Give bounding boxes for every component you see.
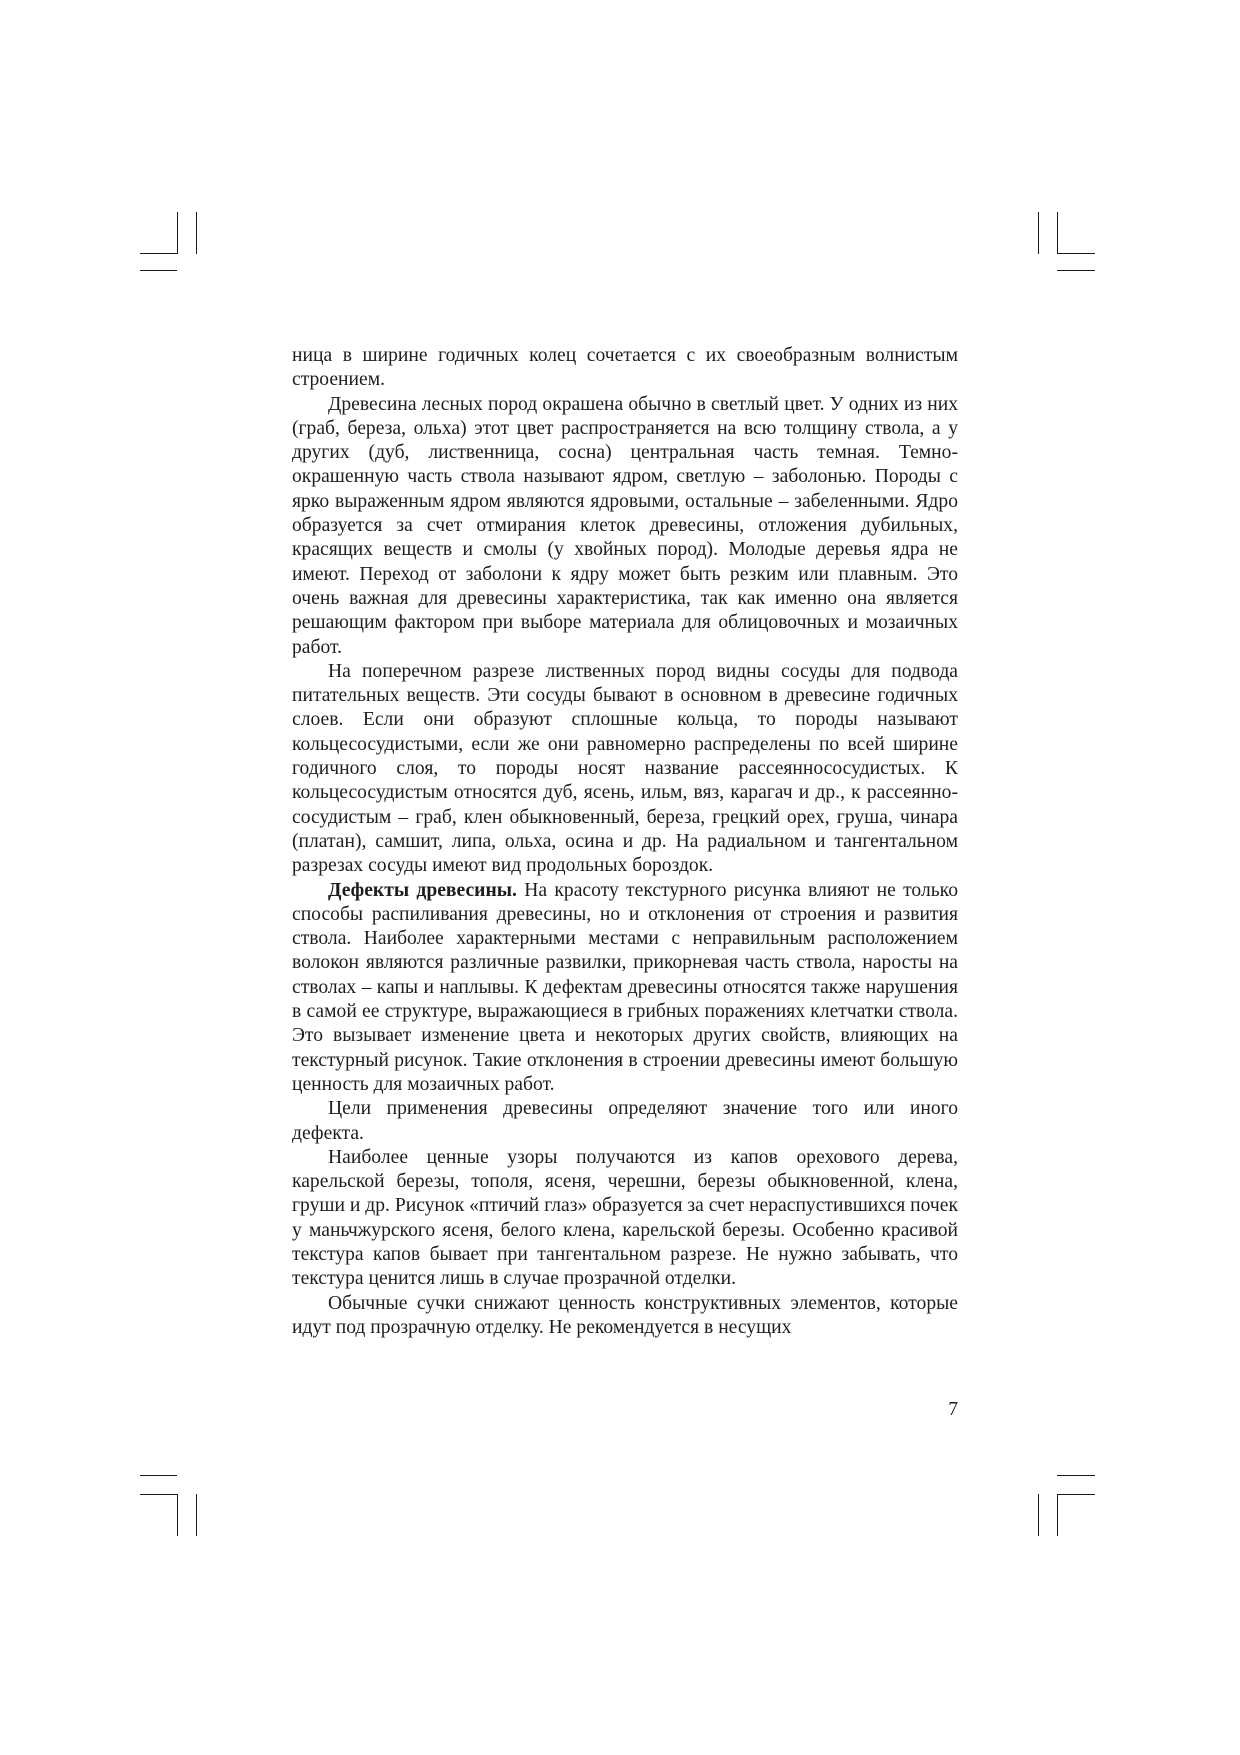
crop-mark-bottom-left-vertical-outer (177, 1494, 178, 1536)
crop-mark-bottom-right-vertical-inner (1038, 1494, 1039, 1536)
crop-mark-bottom-right-vertical-outer (1057, 1494, 1058, 1536)
section-heading-defects: Дефекты древесины. (328, 879, 517, 901)
paragraph-patterns: Наиболее ценные узоры получаются из капов орехового дерева, карельской березы, тополя, ясеня, черешни, березы обыкновенной, клена, груши и др. Рисунок «птичий глаз» образуется за счет нераспустившихся почек у маньчжурского ясеня, белого клена, карельской березы. Особенно красивой текстура капов бывает при тангентальном разрезе. Не нужно забывать, что текстура ценится лишь в случае прозрачной отделки. (292, 1146, 958, 1290)
crop-mark-top-right-horizontal-inner (1057, 253, 1095, 254)
paragraph-heartwood: Древесина лесных пород окрашена обычно в светлый цвет. У одних из них (граб, береза, ольха) этот цвет распространяется на всю толщину ствола, а у других (дуб, лиственница, сосна) центральная часть темная. Темно-окрашенную часть ствола называют ядром, светлую – заболонью. Породы с ярко выраженным ядром являются ядровыми, остальные – забеленными. Ядро образуется за счет отмирания клеток древесины, отложения дубильных, красящих веществ и смолы (у хвойных пород). Молодые деревья ядра не имеют. Переход от заболони к ядру может быть резким или плавным. Это очень важная для древесины характеристика, так как именно она является решающим фактором при выборе материала для облицовочных и мозаичных работ. (292, 393, 958, 658)
crop-mark-top-left-horizontal-inner (140, 253, 177, 254)
page-number: 7 (948, 1399, 958, 1420)
crop-mark-top-right-horizontal (1057, 270, 1095, 271)
crop-mark-bottom-right-horizontal-inner (1057, 1494, 1095, 1495)
crop-mark-bottom-left-horizontal (140, 1475, 177, 1476)
paragraph-purpose: Цели применения древесины определяют значение того или иного дефекта. (292, 1098, 958, 1144)
crop-mark-top-right-vertical-outer (1057, 212, 1058, 254)
paragraph-vessels: На поперечном разрезе лиственных пород видны сосуды для подвода питательных веществ. Эти сосуды бывают в основном в древесине годичных слоев. Если они образуют сплошные кольца, то породы называют кольцесосудистыми, если же они равномерно распределены по всей ширине годичного слоя, то породы носят название рассеяннососудистых. К кольцесосудистым относятся дуб, ясень, ильм, вяз, карагач и др., к рассеяннососудистым – граб, клен обыкновенный, береза, грецкий орех, груша, чинара (платан), самшит, липа, ольха, осина и др. На радиальном и тангентальном разрезах сосуды имеют вид продольных бороздок. (292, 660, 958, 877)
paragraph-defects (292, 879, 958, 1098)
paragraph-continuation: ница в ширине годичных колец сочетается с их своеобразным волнистым строением. (292, 345, 958, 391)
crop-mark-bottom-left-horizontal-inner (140, 1494, 177, 1495)
crop-mark-top-left-vertical-outer (177, 212, 178, 254)
crop-mark-bottom-right-horizontal (1057, 1475, 1095, 1476)
crop-mark-bottom-left-vertical-inner (196, 1494, 197, 1536)
crop-mark-top-left-horizontal (140, 270, 177, 271)
crop-mark-top-left-vertical-inner (196, 212, 197, 254)
paragraph-knots: Обычные сучки снижают ценность конструктивных элементов, которые идут под прозрачную отделку. Не рекомендуется в несущих (292, 1292, 958, 1338)
crop-mark-top-right-vertical-inner (1038, 212, 1039, 254)
body-text (292, 344, 958, 1340)
paragraph-defects-text: На красоту текстурного рисунка влияют не только способы распиливания древесины, но и отклонения от строения и развития ствола. Наиболее характерными местами с неправильным расположением волокон являются различные развилки, прикорневая часть ствола, наросты на стволах – капы и наплывы. К дефектам древесины относятся также нарушения в самой ее структуре, выражающиеся в грибных поражениях клетчатки ствола. Это вызывает изменение цвета и некоторых других свойств, влияющих на текстурный рисунок. Такие отклонения в строении древесины имеют большую ценность для мозаичных работ. (292, 879, 959, 1095)
